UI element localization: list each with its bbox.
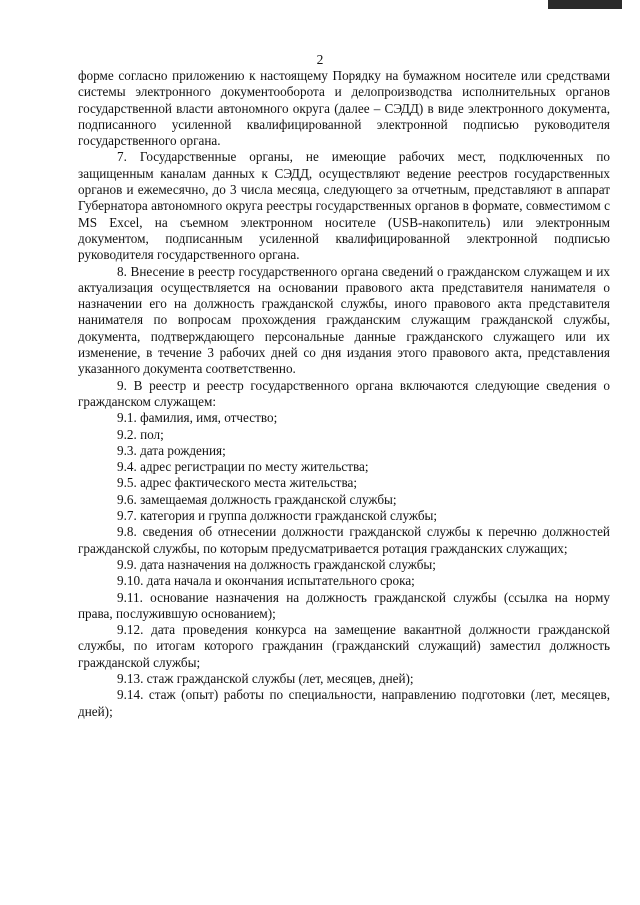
- list-item-9-9: 9.9. дата назначения на должность гражданской службы;: [117, 556, 436, 572]
- page-number: 2: [316, 52, 324, 67]
- list-item-9-2: 9.2. пол;: [117, 426, 164, 442]
- paragraph-item-8: 8. Внесение в реестр государственного органа сведений о гражданском служащем и их актуализация осуществляется на основании правового акта представителя нанимателя о назначении его на должность гражданской службы, иного правового акта представителя нанимателя по вопросам прохождения гражданским служащим гражданской службы, документа, подтверждающего персональные данные гражданского служащего или их изменение, в течение 3 рабочих дней со дня издания этого правового акта, представления указанного документа соответственно.: [78, 263, 610, 377]
- list-item-9-14: 9.14. стаж (опыт) работы по специальности, направлению подготовки (лет, месяцев, дней);: [78, 687, 610, 719]
- list-item-9-12: 9.12. дата проведения конкурса на замещение вакантной должности гражданской службы, по итогам которого гражданин (гражданский служащий) заместил должность гражданской службы;: [78, 622, 610, 670]
- list-item-9-6: 9.6. замещаемая должность гражданской службы;: [117, 491, 397, 507]
- scan-mark: [548, 0, 622, 9]
- list-item-9-4: 9.4. адрес регистрации по месту жительства;: [117, 459, 369, 475]
- paragraph-item-7: 7. Государственные органы, не имеющие рабочих мест, подключенных по защищенным каналам данных к СЭДД, осуществляют ведение реестров государственных органов и ежемесячно, до 3 числа месяца, следующего за отчетным, представляют в аппарат Губернатора автономного округа реестры государственных органов в формате, совместимом с MS Excel, на съемном электронном носителе (USB-накопитель) или электронным документом, подписанным усиленной квалифицированной электронной подписью руководителя государственного органа.: [78, 149, 610, 263]
- list-item-9-11: 9.11. основание назначения на должность гражданской службы (ссылка на норму права, послужившую основанием);: [78, 589, 610, 621]
- list-item-9-7: 9.7. категория и группа должности гражданской службы;: [117, 508, 438, 524]
- body-text: [78, 68, 610, 720]
- paragraph-item-9: 9. В реестр и реестр государственного органа включаются следующие сведения о гражданском служащем:: [78, 377, 610, 409]
- list-item-9-8: 9.8. сведения об отнесении должности гражданской службы к перечню должностей гражданской службы, по которым предусматривается ротация гражданских служащих;: [78, 524, 610, 556]
- list-item-9-10: 9.10. дата начала и окончания испытательного срока;: [117, 573, 415, 589]
- paragraph-continuation: форме согласно приложению к настоящему Порядку на бумажном носителе или средствами системы электронного документооборота и делопроизводства исполнительных органов государственной власти автономного округа (далее – СЭДД) в виде электронного документа, подписанного усиленной квалифицированной электронной подписью руководителя государственного органа.: [78, 68, 610, 149]
- list-item-9-1: 9.1. фамилия, имя, отчество;: [117, 410, 278, 426]
- list-item-9-3: 9.3. дата рождения;: [117, 442, 226, 458]
- list-item-9-5: 9.5. адрес фактического места жительства;: [117, 475, 358, 491]
- list-item-9-13: 9.13. стаж гражданской службы (лет, месяцев, дней);: [117, 670, 414, 686]
